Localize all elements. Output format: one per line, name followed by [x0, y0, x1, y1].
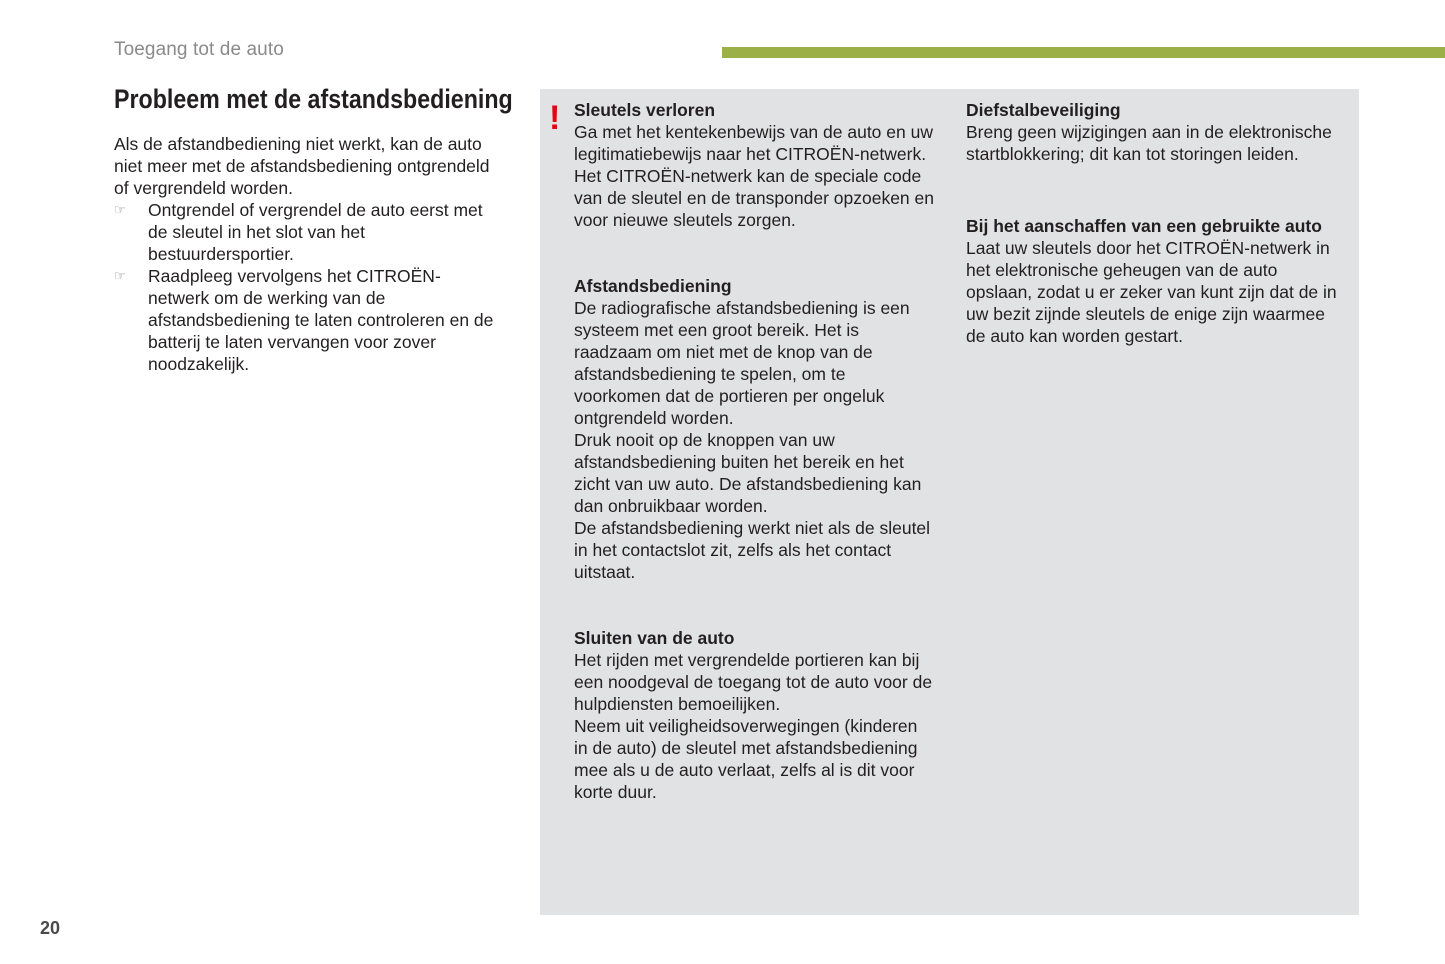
warning-icon: ! — [549, 99, 561, 137]
instruction-list — [114, 199, 494, 375]
block-used-car — [966, 215, 1338, 347]
page-number: 20 — [40, 918, 61, 938]
intro-section — [114, 133, 494, 375]
block-lost-keys — [574, 99, 934, 231]
block-heading: Afstandsbediening — [574, 276, 732, 296]
block-paragraph: De radiografische afstandsbediening is een systeem met een groot bereik. Het is raadzaam om niet met de knop van de afstandsbediening te spelen, om te voorkomen dat de portieren per ongeluk ontgrendeld worden. — [574, 298, 910, 428]
list-item-text: Ontgrendel of vergrendel de auto eerst met de sleutel in het slot van het bestuurdersportier. — [148, 200, 483, 264]
intro-paragraph: Als de afstandbediening niet werkt, kan de auto niet meer met de afstandsbediening ontgrendeld of vergrendeld worden. — [114, 134, 490, 198]
block-heading: Diefstalbeveiliging — [966, 100, 1121, 120]
pointing-hand-icon: ☞ — [114, 202, 126, 217]
pointing-hand-icon: ☞ — [114, 268, 126, 283]
block-remote-control — [574, 275, 934, 583]
block-paragraph: Het rijden met vergrendelde portieren kan bij een noodgeval de toegang tot de auto voor de hulpdiensten bemoeilijken. — [574, 650, 933, 714]
block-paragraph: Breng geen wijzigingen aan in de elektronische startblokkering; dit kan tot storingen leiden. — [966, 122, 1332, 164]
list-item — [114, 199, 494, 265]
block-paragraph: Laat uw sleutels door het CITROËN-netwerk in het elektronische geheugen van de auto opslaan, zodat u er zeker van kunt zijn dat de in uw bezit zijnde sleutels de enige zijn waarmee de auto kan worden gestart. — [966, 238, 1337, 346]
running-header: Toegang tot de auto — [114, 39, 284, 60]
block-heading: Bij het aanschaffen van een gebruikte auto — [966, 216, 1322, 236]
block-paragraph: Druk nooit op de knoppen van uw afstandsbediening buiten het bereik en het zicht van uw auto. De afstandsbediening kan dan onbruikbaar worden. — [574, 430, 922, 516]
panel-left-column — [574, 99, 934, 803]
list-item — [114, 265, 494, 375]
header-accent-bar — [722, 47, 1445, 58]
block-locking — [574, 627, 934, 803]
list-item-text: Raadpleeg vervolgens het CITROËN-netwerk om de werking van de afstandsbediening te laten controleren en de batterij te laten vervangen voor zover noodzakelijk. — [148, 266, 494, 374]
section-title: Probleem met de afstandsbediening — [114, 84, 513, 114]
block-heading: Sleutels verloren — [574, 100, 716, 120]
block-heading: Sluiten van de auto — [574, 628, 735, 648]
block-paragraph: Ga met het kentekenbewijs van de auto en uw legitimatiebewijs naar het CITROËN-netwerk. — [574, 122, 933, 164]
block-paragraph: Het CITROËN-netwerk kan de speciale code van de sleutel en de transponder opzoeken en voor nieuwe sleutels zorgen. — [574, 166, 934, 230]
info-panel — [540, 89, 1359, 915]
panel-right-column — [966, 99, 1338, 347]
block-paragraph: Neem uit veiligheidsoverwegingen (kinderen in de auto) de sleutel met afstandsbediening mee als u de auto verlaat, zelfs al is dit voor korte duur. — [574, 716, 918, 802]
block-anti-theft — [966, 99, 1338, 165]
block-paragraph: De afstandsbediening werkt niet als de sleutel in het contactslot zit, zelfs als het contact uitstaat. — [574, 518, 931, 582]
